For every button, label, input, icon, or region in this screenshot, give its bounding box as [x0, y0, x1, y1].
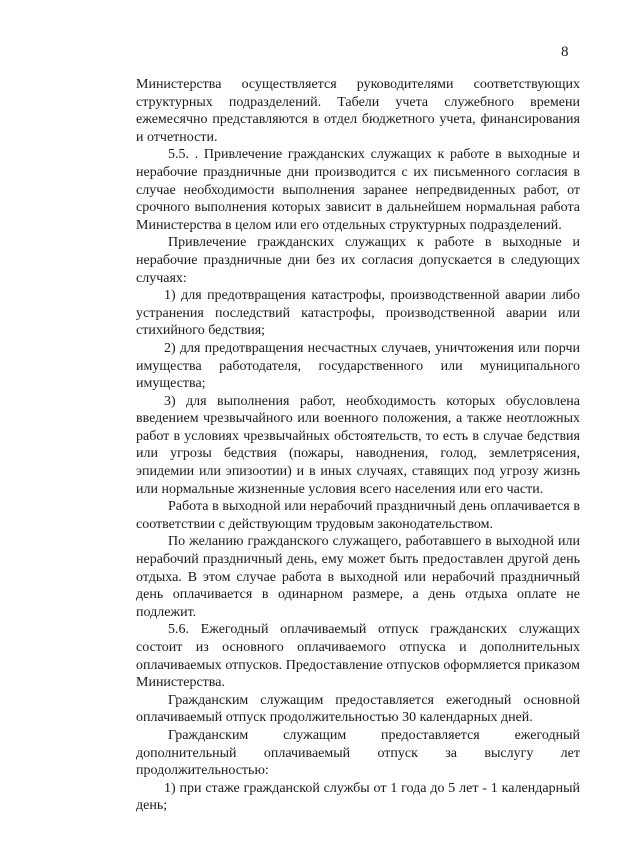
paragraph-5-5-weekend-work: 5.5. . Привлечение гражданских служащих к работе в выходные и нерабочие праздничные дни производится с их письменного согласия в случае необходимости выполнения заранее непредвиденных работ, от срочного выполнения которых зависит в дальнейшем нормальная работа Министерства в целом или его отдельных структурных подразделений. [136, 147, 580, 233]
paragraph-without-consent: Привлечение гражданских служащих к работе в выходные и нерабочие праздничные дни без их согласия допускается в следующих случаях: [136, 235, 580, 286]
page-number: 8 [561, 44, 569, 60]
paragraph-ministry-timesheets: Министерства осуществляется руководителями соответствующих структурных подразделений. Табели учета служебного времени ежемесячно представляются в отдел бюджетного учета, финансирования и отчетности. [136, 77, 580, 145]
paragraph-basic-leave: Гражданским служащим предоставляется ежегодный основной оплачиваемый отпуск продолжительностью 30 календарных дней. [136, 692, 580, 726]
list-item-2-accidents: 2) для предотвращения несчастных случаев, уничтожения или порчи имущества работодателя, государственного или муниципального имущества; [136, 340, 580, 392]
paragraph-5-6-annual-leave: 5.6. Ежегодный оплачиваемый отпуск гражданских служащих состоит из основного оплачиваемого отпуска и дополнительных оплачиваемых отпусков. Предоставление отпусков оформляется приказом Министерства. [136, 622, 580, 691]
list-item-3-emergency: 3) для выполнения работ, необходимость которых обусловлена введением чрезвычайного или военного положения, а также неотложных работ в условиях чрезвычайных обстоятельств, то есть в случае бедствия или угрозы бедствия (пожары, наводнения, голод, землетрясения, эпидемии или эпизоотии) и в иных случаях, ставящих под угрозу жизнь или нормальные жизненные условия всего населения или его части. [136, 393, 580, 497]
paragraph-additional-leave: Гражданским служащим предоставляется ежегодный дополнительный оплачиваемый отпуск за выслугу лет продолжительностью: [136, 727, 580, 779]
paragraph-weekend-pay: Работа в выходной или нерабочий праздничный день оплачивается в соответствии с действующим трудовым законодательством. [136, 499, 580, 532]
list-item-1-catastrophe: 1) для предотвращения катастрофы, производственной аварии либо устранения последствий катастрофы, производственной аварии или стихийного бедствия; [136, 288, 580, 339]
document-body [136, 76, 580, 815]
paragraph-day-off: По желанию гражданского служащего, работавшего в выходной или нерабочий праздничный день, ему может быть предоставлен другой день отдыха. В этом случае работа в выходной или нерабочий праздничный день оплачивается в одинарном размере, а день отдыха оплате не подлежит. [136, 534, 580, 620]
list-item-seniority-1-5: 1) при стаже гражданской службы от 1 года до 5 лет - 1 календарный день; [136, 780, 580, 814]
